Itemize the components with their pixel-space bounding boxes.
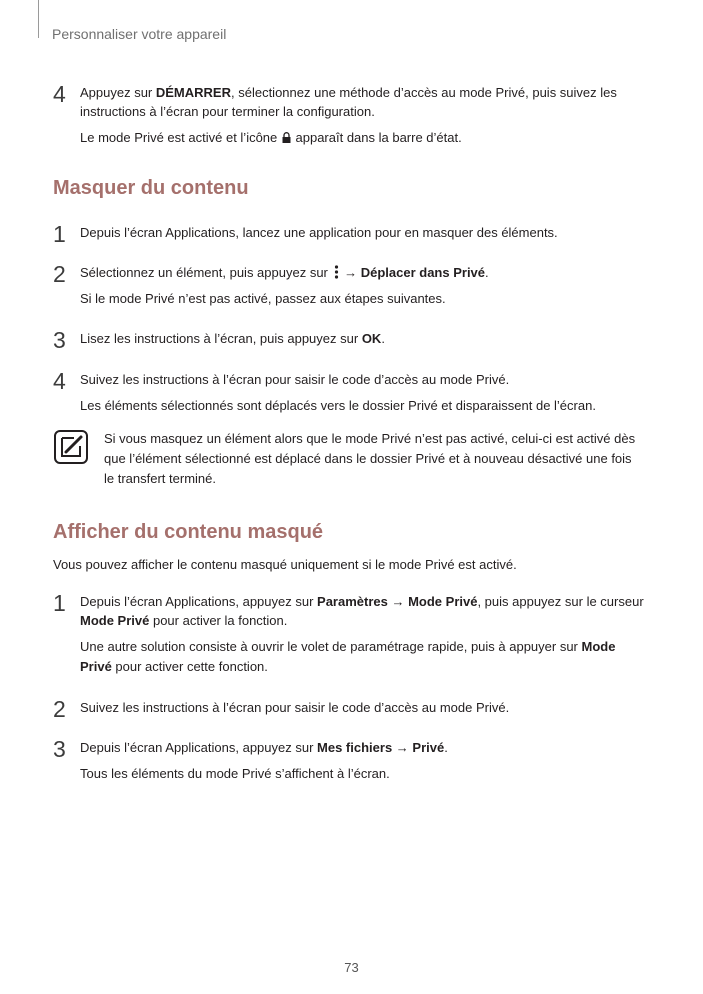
step-number: 1 — [53, 221, 66, 247]
step-number: 2 — [53, 261, 66, 287]
page-number: 73 — [344, 960, 359, 975]
lock-icon — [282, 132, 291, 143]
header-divider — [38, 0, 39, 38]
note-icon — [54, 430, 88, 464]
step-number: 3 — [53, 736, 66, 762]
step-text: Depuis l’écran Applications, appuyez sur Mes fichiers → Privé. — [80, 740, 448, 755]
step-text: Depuis l’écran Applications, appuyez sur Paramètres → Mode Privé, puis appuyez sur le curseur — [80, 594, 644, 609]
step-text: instructions à l’écran pour terminer la configuration. — [80, 104, 375, 119]
more-options-icon — [334, 265, 339, 279]
step-subtext: Si le mode Privé n’est pas activé, passez aux étapes suivantes. — [80, 291, 446, 306]
step-text: Depuis l’écran Applications, lancez une application pour en masquer des éléments. — [80, 225, 558, 240]
step-subtext: Privé pour activer cette fonction. — [80, 659, 268, 674]
step-number: 4 — [53, 81, 66, 107]
step-text: Lisez les instructions à l’écran, puis appuyez sur OK. — [80, 331, 385, 346]
note-text: le transfert terminé. — [104, 471, 216, 486]
section-title: Afficher du contenu masqué — [53, 521, 324, 543]
step-subtext: Tous les éléments du mode Privé s’affichent à l’écran. — [80, 766, 390, 781]
section-intro: Vous pouvez afficher le contenu masqué uniquement si le mode Privé est activé. — [53, 557, 517, 572]
step-number: 2 — [53, 696, 66, 722]
note-text: que l’élément sélectionné est déplacé dans le dossier Privé et à nouveau désactivé une fois — [104, 451, 632, 466]
step-number: 4 — [53, 368, 66, 394]
step-text: Mode Privé pour activer la fonction. — [80, 613, 288, 628]
step-text: Sélectionnez un élément, puis appuyez sur → Déplacer dans Privé. — [80, 265, 489, 280]
note-text: Si vous masquez un élément alors que le mode Privé n’est pas activé, celui-ci est activé dès — [104, 431, 636, 446]
running-header: Personnaliser votre appareil — [52, 26, 227, 42]
step-subtext: Le mode Privé est activé et l’icône apparaît dans la barre d’état. — [80, 130, 462, 145]
step-text: Suivez les instructions à l’écran pour saisir le code d’accès au mode Privé. — [80, 372, 510, 387]
section-title: Masquer du contenu — [53, 177, 249, 199]
step-number: 1 — [53, 590, 66, 616]
step-text: Suivez les instructions à l’écran pour saisir le code d’accès au mode Privé. — [80, 700, 510, 715]
step-text: Appuyez sur DÉMARRER, sélectionnez une méthode d’accès au mode Privé, puis suivez les — [80, 85, 617, 100]
step-number: 3 — [53, 327, 66, 353]
step-subtext: Les éléments sélectionnés sont déplacés vers le dossier Privé et disparaissent de l’écran. — [80, 398, 596, 413]
step-subtext: Une autre solution consiste à ouvrir le volet de paramétrage rapide, puis à appuyer sur Mode — [80, 639, 616, 654]
